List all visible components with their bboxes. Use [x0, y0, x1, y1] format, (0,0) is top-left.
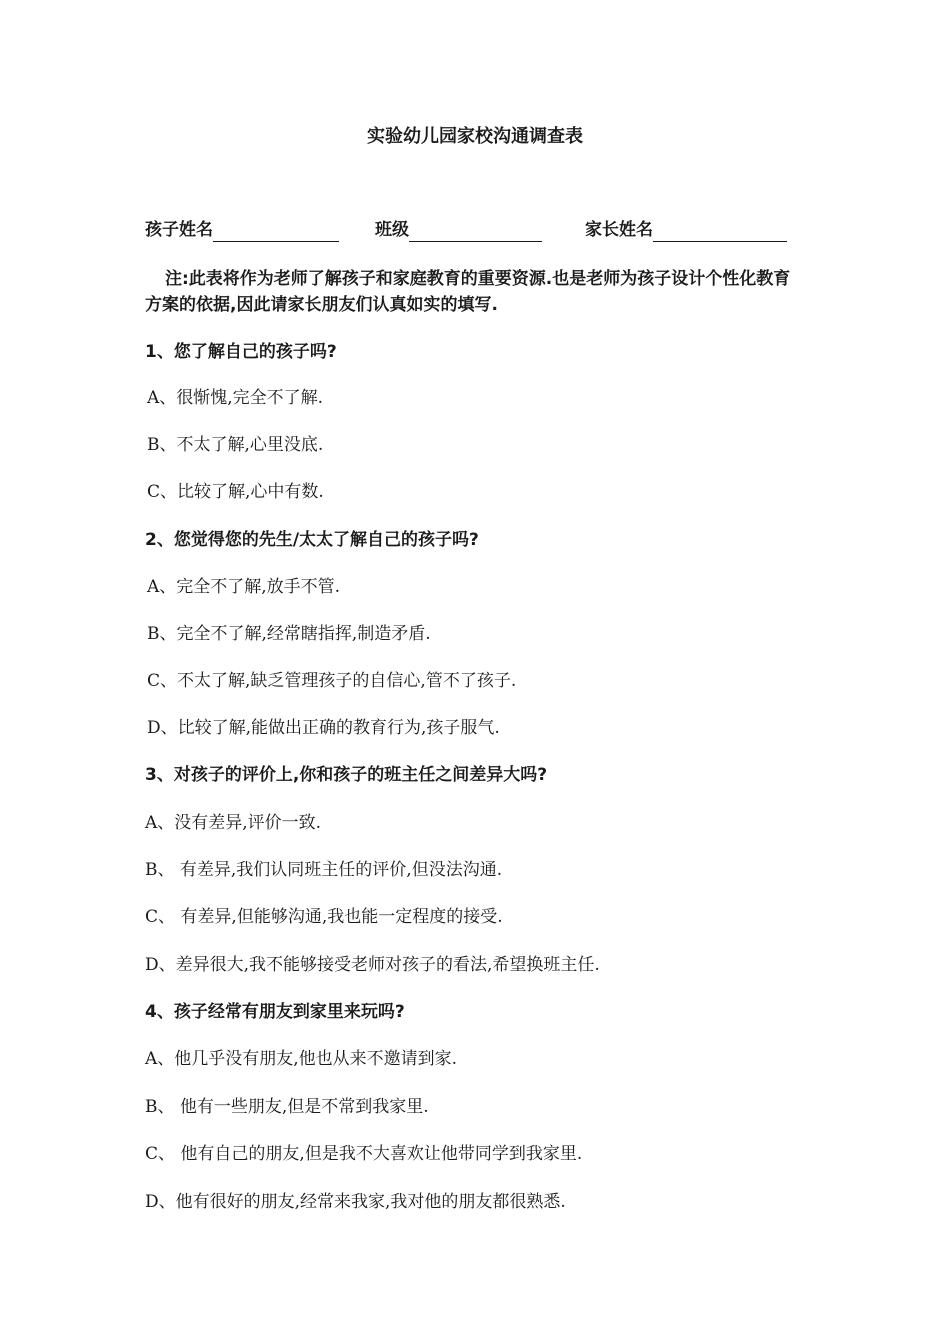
q2-option-b: B、完全不了解,经常瞎指挥,制造矛盾.: [147, 624, 431, 644]
question-2: 2、您觉得您的先生/太太了解自己的孩子吗?: [145, 530, 479, 550]
note-paragraph: [145, 266, 805, 318]
q3-option-d: D、差异很大,我不能够接受老师对孩子的看法,希望换班主任.: [145, 955, 600, 975]
info-fields-row: [0, 218, 950, 248]
q4-option-d: D、他有很好的朋友,经常来我家,我对他的朋友都很熟悉.: [145, 1192, 566, 1212]
question-4: 4、孩子经常有朋友到家里来玩吗?: [145, 1002, 405, 1022]
q1-option-c: C、比较了解,心中有数.: [147, 482, 324, 502]
q1-option-b: B、不太了解,心里没底.: [147, 435, 324, 455]
q2-option-d: D、比较了解,能做出正确的教育行为,孩子服气.: [147, 718, 500, 738]
q3-option-b: B、 有差异,我们认同班主任的评价,但没法沟通.: [145, 860, 503, 880]
parent-name-label: 家长姓名: [585, 220, 653, 240]
q4-option-a: A、他几乎没有朋友,他也从来不邀请到家.: [145, 1049, 458, 1069]
parent-name-blank[interactable]: [653, 221, 787, 242]
note-text: 注:此表将作为老师了解孩子和家庭教育的重要资源.也是老师为孩子设计个性化教育方案的依据,因此请家长朋友们认真如实的填写.: [145, 269, 791, 315]
q4-option-c: C、 他有自己的朋友,但是我不大喜欢让他带同学到我家里.: [145, 1144, 583, 1164]
parent-name-field: [585, 218, 787, 242]
class-label: 班级: [375, 220, 409, 240]
class-field: [375, 218, 542, 242]
q1-option-a: A、很惭愧,完全不了解.: [147, 388, 324, 408]
q2-option-c: C、不太了解,缺乏管理孩子的自信心,管不了孩子.: [147, 671, 517, 691]
child-name-label: 孩子姓名: [145, 220, 213, 240]
child-name-blank[interactable]: [213, 221, 339, 242]
q2-option-a: A、完全不了解,放手不管.: [147, 577, 341, 597]
question-1: 1、您了解自己的孩子吗?: [145, 342, 337, 362]
child-name-field: [145, 218, 339, 242]
question-3: 3、对孩子的评价上,你和孩子的班主任之间差异大吗?: [145, 765, 548, 785]
q4-option-b: B、 他有一些朋友,但是不常到我家里.: [145, 1097, 429, 1117]
q3-option-c: C、 有差异,但能够沟通,我也能一定程度的接受.: [145, 907, 503, 927]
class-blank[interactable]: [409, 221, 542, 242]
page-title: 实验幼儿园家校沟通调查表: [367, 126, 583, 147]
q3-option-a: A、没有差异,评价一致.: [145, 813, 322, 833]
